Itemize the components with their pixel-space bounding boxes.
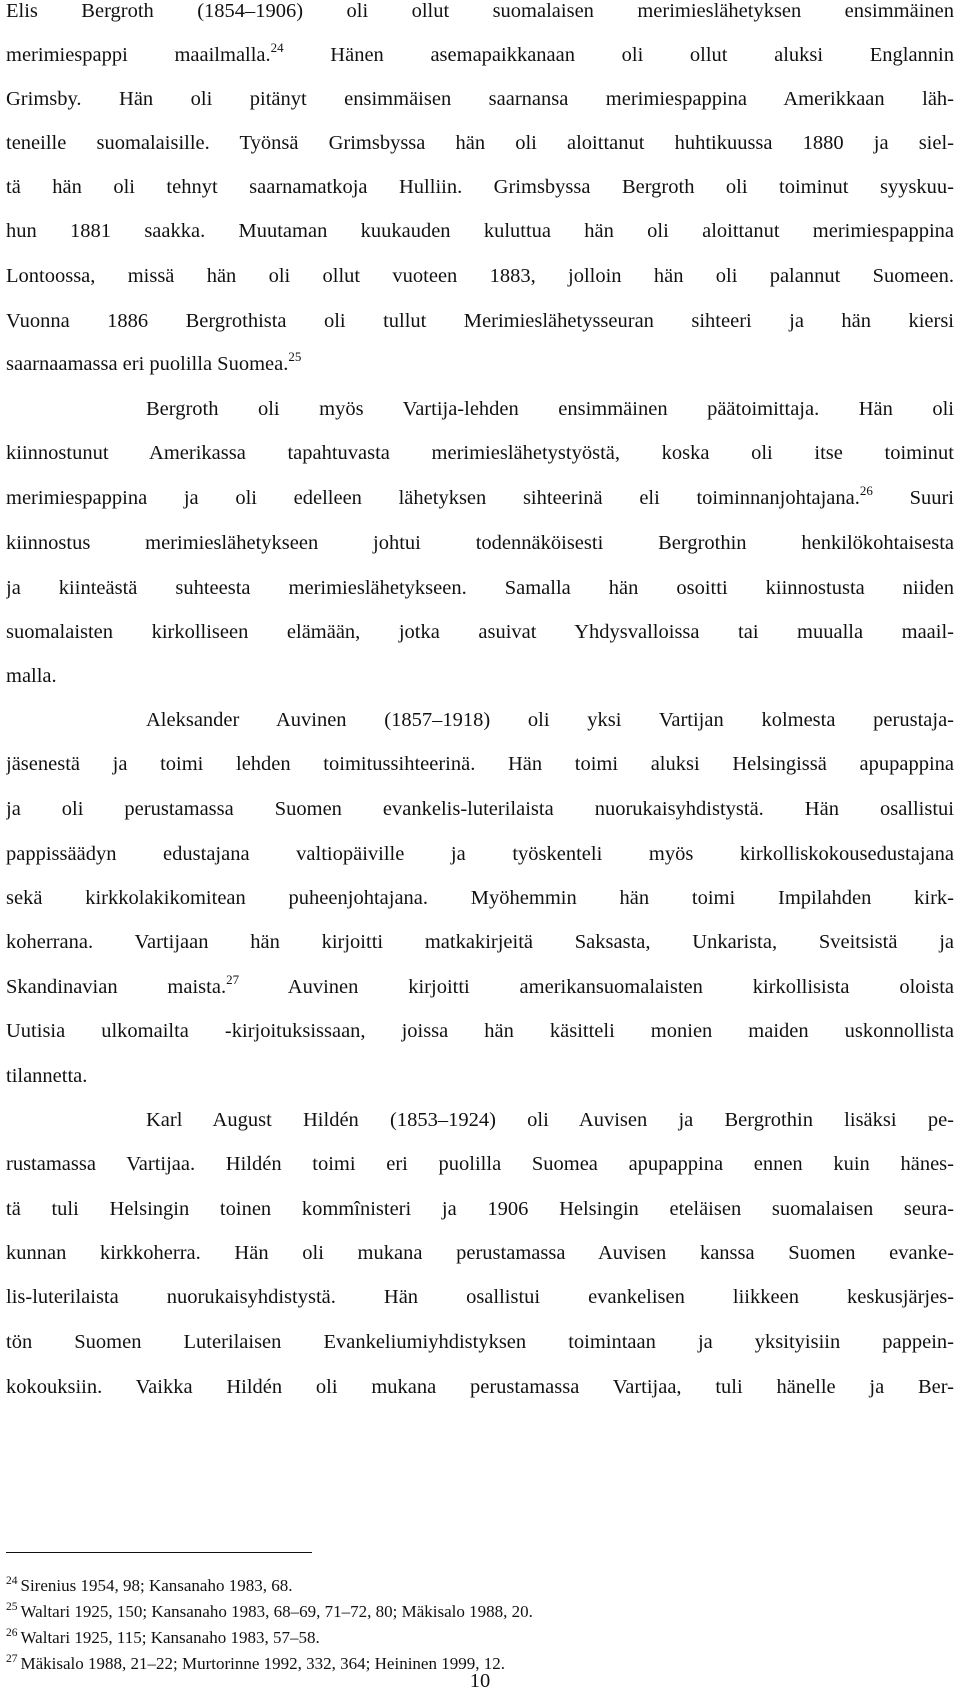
text-segment: jäsenestä ja toimi lehden toimitussihteerinä. Hän toimi aluksi Helsingissä apupappina: [6, 753, 954, 775]
text-line: [146, 1097, 954, 1143]
text-line: [6, 653, 954, 699]
text-line: [6, 1230, 954, 1276]
text-line: [6, 253, 954, 299]
text-segment: ja oli perustamassa Suomen evankelis-luterilaista nuorukaisyhdistystä. Hän osallistui: [6, 798, 954, 820]
text-segment: Elis Bergroth (1854–1906) oli ollut suomalaisen merimieslähetyksen ensimmäinen: [6, 0, 954, 22]
text-line: [6, 32, 954, 78]
text-line: [6, 1364, 954, 1410]
text-line: [6, 1008, 954, 1054]
text-line: [6, 919, 954, 965]
text-line: [6, 341, 954, 387]
text-segment: koherrana. Vartijaan hän kirjoitti matkakirjeitä Saksasta, Unkarista, Sveitsistä ja: [6, 931, 954, 953]
text-segment: tä tuli Helsingin toinen kommînisteri ja 1906 Helsingin eteläisen suomalaisen seura-: [6, 1198, 954, 1220]
text-line: [6, 831, 954, 877]
footnote: [6, 1573, 954, 1599]
text-segment: tä hän oli tehnyt saarnamatkoja Hulliin. Grimsbyssa Bergroth oli toiminut syyskuu-: [6, 176, 954, 198]
text-segment: pappissäädyn edustajana valtiopäiville ja työskenteli myös kirkolliskokousedustajana: [6, 843, 954, 865]
text-segment: merimiespappina ja oli edelleen lähetyksen sihteerinä eli toiminnanjohtajana.: [6, 487, 860, 509]
footnote-reference: 24: [270, 40, 284, 55]
text-line: [6, 1319, 954, 1365]
text-line: [6, 1141, 954, 1187]
text-segment: ja kiinteästä suhteesta merimieslähetykseen. Samalla hän osoitti kiinnostusta niiden: [6, 577, 954, 599]
text-segment: merimiespappi maailmalla.: [6, 44, 271, 66]
text-line: [6, 164, 954, 210]
text-segment: Aleksander Auvinen (1857–1918) oli yksi Vartijan kolmesta perustaja-: [146, 709, 954, 731]
text-segment: kunnan kirkkoherra. Hän oli mukana perustamassa Auvisen kanssa Suomen evanke-: [6, 1242, 954, 1264]
footnote-text: Mäkisalo 1988, 21–22; Murtorinne 1992, 332, 364; Heininen 1999, 12.: [20, 1654, 505, 1673]
text-segment: Auvinen kirjoitti amerikansuomalaisten kirkollisista oloista: [239, 976, 954, 998]
text-segment: tön Suomen Luterilaisen Evankeliumiyhdistyksen toimintaan ja yksityisiin pappein-: [6, 1331, 954, 1353]
text-line: [6, 120, 954, 166]
text-line: [6, 609, 954, 655]
text-segment: malla.: [6, 665, 57, 687]
text-segment: sekä kirkkolakikomitean puheenjohtajana. Myöhemmin hän toimi Impilahden kirk-: [6, 887, 954, 909]
footnote-reference: 26: [859, 483, 873, 498]
text-segment: kiinnostus merimieslähetykseen johtui todennäköisesti Bergrothin henkilökohtaisesta: [6, 532, 954, 554]
footnote-separator: [6, 1552, 312, 1553]
text-line: [6, 430, 954, 476]
text-line: [6, 208, 954, 254]
text-line: [146, 697, 954, 743]
text-segment: Vuonna 1886 Bergrothista oli tullut Merimieslähetysseuran sihteeri ja hän kiersi: [6, 310, 954, 332]
text-segment: saarnaamassa eri puolilla Suomea.: [6, 353, 289, 375]
text-segment: Uutisia ulkomailta -kirjoituksissaan, joissa hän käsitteli monien maiden uskonnollista: [6, 1020, 954, 1042]
text-segment: Bergroth oli myös Vartija-lehden ensimmäinen päätoimittaja. Hän oli: [146, 398, 954, 420]
text-line: [6, 0, 954, 34]
text-segment: Grimsby. Hän oli pitänyt ensimmäisen saarnansa merimiespappina Amerikkaan läh-: [6, 88, 954, 110]
text-segment: Skandinavian maista.: [6, 976, 227, 998]
text-line: [6, 964, 954, 1010]
text-segment: tilannetta.: [6, 1065, 88, 1087]
text-line: [6, 76, 954, 122]
footnote-number: 26: [6, 1627, 18, 1639]
text-segment: kokouksiin. Vaikka Hildén oli mukana perustamassa Vartijaa, tuli hänelle ja Ber-: [6, 1376, 954, 1398]
text-segment: Karl August Hildén (1853–1924) oli Auvisen ja Bergrothin lisäksi pe-: [146, 1109, 954, 1131]
text-line: [6, 520, 954, 566]
text-segment: Lontoossa, missä hän oli ollut vuoteen 1883, jolloin hän oli palannut Suomeen.: [6, 265, 954, 287]
text-line: [6, 565, 954, 611]
footnote-text: Sirenius 1954, 98; Kansanaho 1983, 68.: [20, 1576, 293, 1595]
text-line: [6, 741, 954, 787]
page-number: 10: [469, 1670, 491, 1692]
footnote-text: Waltari 1925, 115; Kansanaho 1983, 57–58.: [20, 1628, 320, 1647]
text-line: [6, 875, 954, 921]
footnote-number: 24: [6, 1575, 18, 1587]
text-line: [6, 1274, 954, 1320]
text-segment: suomalaisten kirkolliseen elämään, jotka asuivat Yhdysvalloissa tai muualla maail-: [6, 621, 954, 643]
text-line: [6, 1053, 954, 1099]
text-segment: kiinnostunut Amerikassa tapahtuvasta merimieslähetystyöstä, koska oli itse toiminut: [6, 442, 954, 464]
footnote-reference: 27: [226, 972, 240, 987]
text-segment: Suuri: [872, 487, 954, 509]
text-segment: hun 1881 saakka. Muutaman kuukauden kuluttua hän oli aloittanut merimiespappina: [6, 220, 954, 242]
footnote-reference: 25: [288, 349, 302, 364]
text-line: [6, 475, 954, 521]
text-segment: teneille suomalaisille. Työnsä Grimsbyssa hän oli aloittanut huhtikuussa 1880 ja siel-: [6, 132, 954, 154]
text-segment: rustamassa Vartijaa. Hildén toimi eri puolilla Suomea apupappina ennen kuin hänes-: [6, 1153, 954, 1175]
footnote: [6, 1599, 954, 1625]
footnote: [6, 1625, 954, 1651]
text-line: [6, 298, 954, 344]
footnote-number: 27: [6, 1653, 18, 1665]
text-line: [6, 786, 954, 832]
footnote-text: Waltari 1925, 150; Kansanaho 1983, 68–69, 71–72, 80; Mäkisalo 1988, 20.: [20, 1602, 533, 1621]
text-segment: lis-luterilaista nuorukaisyhdistystä. Hän osallistui evankelisen liikkeen keskusjärjes-: [6, 1286, 954, 1308]
footnote-number: 25: [6, 1601, 18, 1613]
text-segment: Hänen asemapaikkanaan oli ollut aluksi Englannin: [283, 44, 954, 66]
text-line: [6, 1186, 954, 1232]
text-line: [146, 386, 954, 432]
